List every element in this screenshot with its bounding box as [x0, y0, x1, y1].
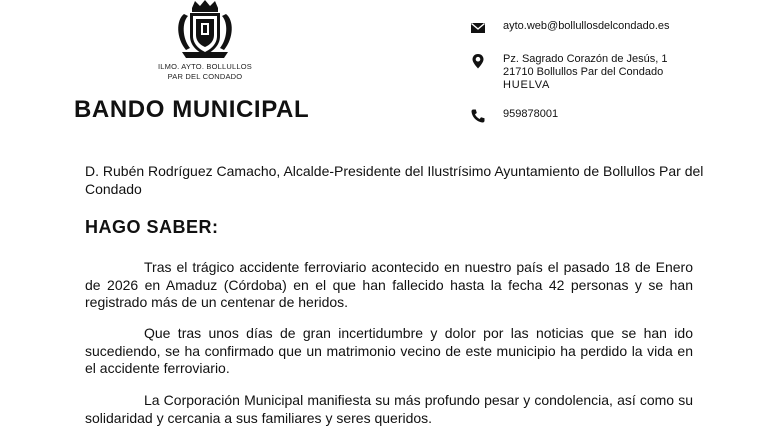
contact-address-row — [470, 53, 667, 92]
address-line3: HUELVA — [503, 79, 551, 91]
location-pin-icon — [470, 53, 486, 69]
contact-phone[interactable]: 959878001 — [503, 108, 559, 120]
paragraph-1: Tras el trágico accidente ferroviario acontecido en nuestro país el pasado 18 de Enero de 2026 en Amaduz (Córdoba) en el que han fallecido hasta la fecha 42 personas y se han registrado más de un centenar de heridos. — [85, 259, 693, 310]
hago-saber-heading: HAGO SABER: — [85, 217, 219, 237]
crest-caption-line2: PAR DEL CONDADO — [167, 72, 243, 81]
address-line2: 21710 Bollullos Par del Condado — [503, 66, 664, 78]
crest-caption-line1: ILMO. AYTO. BOLLULLOS — [158, 62, 252, 71]
contact-phone-row — [470, 108, 558, 124]
phone-icon — [470, 108, 486, 124]
document-title: BANDO MUNICIPAL — [74, 96, 310, 123]
address-line1: Pz. Sagrado Corazón de Jesús, 1 — [503, 53, 668, 65]
crest-caption — [148, 62, 262, 82]
contact-email-row — [470, 20, 670, 36]
paragraph-3: La Corporación Municipal manifiesta su más profundo pesar y condolencia, así como su solidaridad y cercania a sus familiares y seres queridos. — [85, 392, 693, 426]
mayor-intro: D. Rubén Rodríguez Camacho, Alcalde-Presidente del Ilustrísimo Ayuntamiento de Bollullos Par del Condado — [85, 163, 704, 197]
envelope-icon — [470, 20, 486, 36]
municipal-coat-of-arms-logo — [172, 0, 238, 60]
contact-email[interactable]: ayto.web@bollullosdelcondado.es — [503, 20, 670, 32]
paragraph-2: Que tras unos días de gran incertidumbre y dolor por las noticias que se han ido sucediendo, se ha confirmado que un matrimonio vecino de este municipio ha perdido la vida en el accidente ferroviario. — [85, 325, 693, 376]
